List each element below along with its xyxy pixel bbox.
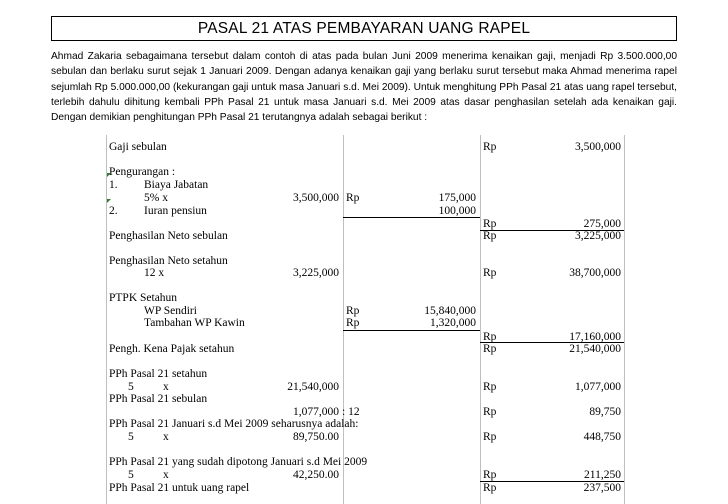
neto-setahun-value: 38,700,000	[569, 267, 621, 279]
neto-rp: Rp	[483, 230, 497, 242]
intro-paragraph: Ahmad Zakaria sebagaimana tersebut dalam contoh di atas pada bulan Juni 2009 menerima kenaikan gaji, menjadi Rp 3.500.000,00 sebulan dan berlaku surut sejak 1 Januari 2009. Dengan adanya kenaikan gaji yang berlaku surut tersebut maka Ahmad menerima rapel sejumlah Rp 5.000.000,00 (kekurangan gaji untuk masa Januari s.d. Mei 2009). Untuk menghitung PPh Pasal 21 atas uang rapel tersebut, terlebih dahulu dihitung kembali PPh Pasal 21 untuk masa Januari s.d. Mei 2009 atas dasar penghasilan setelah ada kenaikan gaji. Dengan demikian penghitungan PPh Pasal 21 terutangnya adalah sebagai berikut :	[51, 51, 677, 124]
item2-label: Iuran pensiun	[144, 205, 207, 217]
item1-label: Biaya Jabatan	[144, 179, 209, 191]
total-pengurangan-value: 275,000	[583, 218, 621, 230]
pph-dipotong-base: 42,250.00	[293, 469, 339, 481]
ptkp-label: PTPK Setahun	[109, 292, 178, 304]
ptkp-total-value: 17,160,000	[569, 331, 621, 343]
pph-rapel-rp: Rp	[483, 482, 497, 494]
neto-value: 3,225,000	[575, 230, 621, 242]
gaji-label: Gaji sebulan	[109, 141, 167, 153]
pph-sebulan-base: 1,077,000	[293, 406, 339, 418]
pph-seharusnya-base: 89,750.00	[293, 431, 339, 443]
pph-setahun-value: 1,077,000	[575, 381, 621, 393]
pph-seharusnya-label: PPh Pasal 21 Januari s.d Mei 2009 seharusnya adalah:	[109, 418, 359, 430]
item1-percent: 5% x	[144, 192, 168, 204]
wp-sendiri-value: 15,840,000	[424, 305, 476, 317]
neto-setahun-base: 3,225,000	[293, 267, 339, 279]
gaji-rp: Rp	[483, 141, 497, 153]
total-pengurangan-rp: Rp	[483, 218, 497, 230]
gaji-value: 3,500,000	[575, 141, 621, 153]
pph-setahun-times: x	[163, 381, 169, 393]
item1-rp: Rp	[346, 192, 360, 204]
item2-value: 100,000	[438, 205, 476, 217]
tambahan-value: 1,320,000	[430, 317, 476, 329]
item1-base: 3,500,000	[293, 192, 339, 204]
pph-seharusnya-times: x	[163, 431, 169, 443]
pph-seharusnya-multiplier: 5	[128, 431, 134, 443]
grid-line	[106, 135, 107, 504]
grid-line	[343, 135, 344, 504]
item1-value: 175,000	[438, 192, 476, 204]
pph-dipotong-value: 211,250	[584, 469, 621, 481]
tambahan-rp: Rp	[346, 317, 360, 329]
pkp-label: Pengh. Kena Pajak setahun	[109, 343, 235, 355]
pph-seharusnya-value: 448,750	[583, 431, 621, 443]
pph-setahun-base: 21,540,000	[287, 381, 339, 393]
grid-line	[624, 135, 625, 504]
pengurangan-label: Pengurangan :	[109, 166, 176, 178]
pkp-rp: Rp	[483, 343, 497, 355]
grid-line	[480, 135, 481, 504]
pph-dipotong-multiplier: 5	[128, 469, 134, 481]
subtotal-line	[343, 330, 480, 331]
neto-setahun-multiplier: 12 x	[144, 267, 165, 279]
item2-number: 2.	[109, 205, 118, 217]
page-title	[51, 16, 677, 41]
pph-sebulan-label: PPh Pasal 21 sebulan	[109, 393, 208, 405]
pph-dipotong-times: x	[163, 469, 169, 481]
ptkp-total-rp: Rp	[483, 331, 497, 343]
pph-sebulan-value: 89,750	[589, 406, 621, 418]
subtotal-line	[343, 217, 480, 218]
pph-seharusnya-rp: Rp	[483, 431, 497, 443]
pph-setahun-rp: Rp	[483, 381, 497, 393]
pph-sebulan-rp: Rp	[483, 406, 497, 418]
cell-comment-marker	[107, 173, 111, 177]
wp-sendiri-rp: Rp	[346, 305, 360, 317]
tambahan-wp-kawin-label: Tambahan WP Kawin	[144, 317, 245, 329]
pph-setahun-percent: 5	[128, 381, 134, 393]
wp-sendiri-label: WP Sendiri	[144, 305, 197, 317]
pph-dipotong-label: PPh Pasal 21 yang sudah dipotong Januari s.d Mei 2009	[109, 456, 368, 468]
pph-setahun-label: PPh Pasal 21 setahun	[109, 368, 208, 380]
item1-number: 1.	[109, 179, 118, 191]
intro-text-block	[51, 49, 677, 125]
neto-setahun-label: Penghasilan Neto setahun	[109, 255, 228, 267]
pph-sebulan-divisor: : 12	[342, 406, 360, 418]
neto-label: Penghasilan Neto sebulan	[109, 230, 228, 242]
pph-rapel-label: PPh Pasal 21 untuk uang rapel	[109, 482, 250, 494]
calculation-table	[106, 135, 624, 504]
neto-setahun-rp: Rp	[483, 267, 497, 279]
pkp-value: 21,540,000	[569, 343, 621, 355]
cell-comment-marker	[107, 199, 111, 203]
pph-rapel-value: 237,500	[583, 482, 621, 494]
pph-dipotong-rp: Rp	[483, 469, 497, 481]
page-title-text: PASAL 21 ATAS PEMBAYARAN UANG RAPEL	[197, 19, 531, 37]
